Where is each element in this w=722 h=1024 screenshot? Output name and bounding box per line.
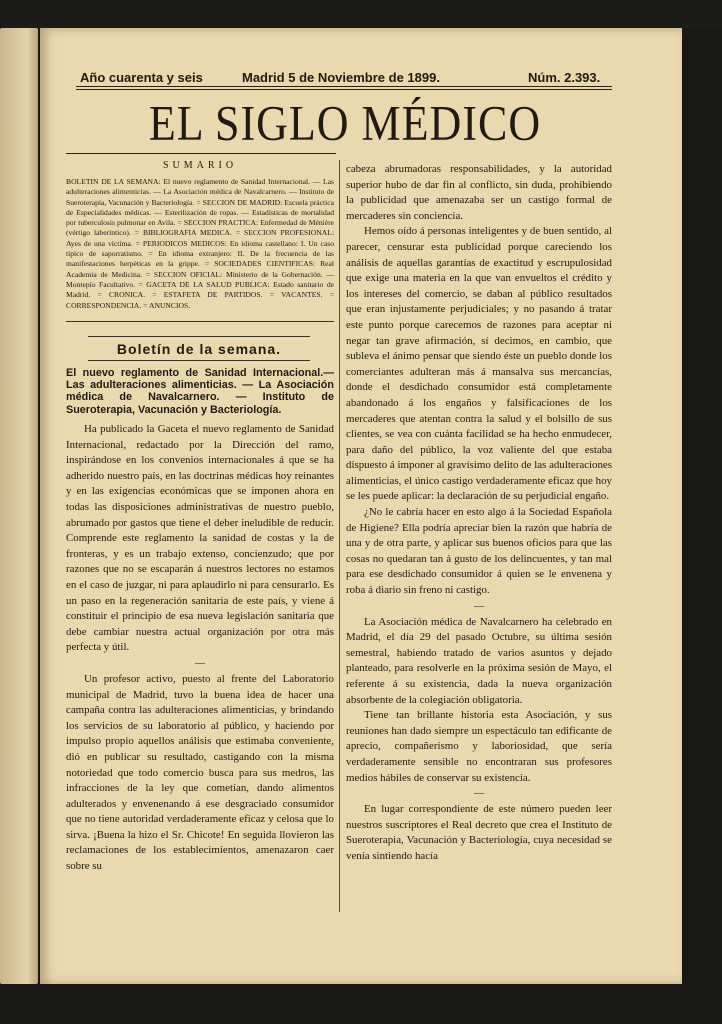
right-column (346, 162, 612, 865)
sumario-text: BOLETIN DE LA SEMANA: El nuevo reglamento de Sanidad Internacional. — Las adulteraciones alimenticias. — La Asociación médica de Navalcarnero. — Instituto de Sueroterapia, Vacunación y Bacteriología. = SECCION DE MADRID: Escuela práctica de Especialidades médicas. — Esterilización de ropas. — Estadísticas de mortalidad por tuberculosis pulmonar en Avila. = SECCION PRACTICA: Enfermedad de Ménière (vértigo laberíntico). = BIBLIOGRAFIA MEDICA. = SECCION PROFESIONAL: Ayes de una víctima. = PERIODICOS MEDICOS: En idioma castellano: I. Un caso típico de saporratismo. = En idioma extranjero: II. De la frecuencia de las manifestaciones herpéticas en la grippe. = SOCIEDADES CIENTIFICAS: Real Academia de Medicina. = SECCION OFICIAL: Ministerio de la Gobernación. — Montepío Facultativo. = GACETA DE LA SALUD PUBLICA: Estado sanitario de Madrid. = CRONICA. = ESTAFETA DE PARTIDOS. = VACANTES. = CORRESPONDENCIA. = ANUNCIOS. (66, 177, 334, 310)
masthead-year: Año cuarenta y seis (80, 70, 203, 85)
right-paragraph-6: En lugar correspondiente de este número pueden leer nuestros suscriptores el Real decreto que crea el Instituto de Sueroterapia, Vacunación y Bacteriología, cuya necesidad se venía sintiendo hacía (346, 803, 612, 862)
left-column (66, 160, 334, 875)
newspaper-title: EL SIGLO MÉDICO (148, 96, 542, 151)
right-paragraph-3: ¿No le cabría hacer en esto algo á la Sociedad Española de Higiene? Ella podría apreciar bien la razón que habría de una y de otra parte, y aplicar sus buenos oficios para que las cosas no quedaran tan á gusto de los delincuentes, y tan mal para ese desdichado consumidor á quien se le envenena y roba á diario sin freno ni castigo. (346, 506, 612, 597)
boletin-heading: Boletín de la semana. (88, 336, 310, 361)
sumario-rule (66, 321, 334, 322)
column-divider (339, 160, 340, 912)
right-paragraph-4: La Asociación médica de Navalcarnero ha celebrado en Madrid, el día 29 del pasado Octubre, su última sesión semestral, habiendo tratado de varios asuntos y dejado planteado, para resolverle en la próxima sesión de Mayo, el referente á su existencia, dada la nueva organización absorbente de la colegiación obligatoria. (346, 615, 612, 706)
boletin-paragraph-1: Ha publicado la Gaceta el nuevo reglamento de Sanidad Internacional, redactado por la Dirección del ramo, inspirándose en los convenios internacionales á que se ha adherido nuestro país, en las doctrinas médicas hoy reinantes y en las exigencias económicas que se imponen ahora en todas las disposiciones administrativas de nuestro pueblo, abrumado por gastos que tiene el deber ineludible de reducir. Comprende este reglamento la sanidad de costas y la de fronteras, y es un trabajo extenso, concienzudo; que por razones que no se escaparán á nuestros lectores no estamos en el caso de juzgar, ni para aplaudirlo ni para censurarlo. Es un paso en la regeneración sanitaria de este país, y viene á constituir el principio de esa nueva legislación sanitaria que debe cambiar nuestra actual organización por otra más perfecta y útil. (66, 423, 334, 654)
boletin-paragraph-2: Un profesor activo, puesto al frente del Laboratorio municipal de Madrid, tuvo la buena idea de hacer una campaña contra las adulteraciones alimenticias, y brindando los servicios de su laboratorio al público, y haciendo por impulso propio aquellos análisis que estimaba conveniente, dió en publicar su resultado, castigando con la misma notoriedad que todo comercio busca para sus medros, las infracciones de la ley que cometían, dando alimentos adulterados y envenenando á ese desgraciado consumidor que no tiene autoridad verdaderamente eficaz y celosa que lo sirva. ¡Buena la hizo el Sr. Chicote! En seguida llovieron las reclamaciones de los establecimientos, amenazaron caer sobre su (66, 672, 334, 873)
masthead-number: Núm. 2.393. (528, 70, 601, 85)
section-dash: — (474, 600, 484, 612)
masthead-rule-bottom (76, 89, 612, 90)
title-rule-left (66, 153, 336, 154)
sumario-heading: SUMARIO (162, 160, 238, 171)
masthead-rule-top (76, 86, 612, 87)
section-dash: — (195, 657, 205, 669)
scan-background-top (0, 0, 722, 28)
masthead-date: Madrid 5 de Noviembre de 1899. (242, 70, 440, 85)
right-paragraph-1: cabeza abrumadoras responsabilidades, y la autoridad superior hubo de dar fin al conflicto, sin duda, prohibiendo la publicidad que amenazaba ser un castigo formal de mercaderes sin conciencia. (346, 163, 612, 222)
facing-page-edge (0, 28, 38, 984)
right-paragraph-5: Tiene tan brillante historia esta Asociación, y sus reuniones han dado siempre un espectáculo tan edificante de aprecio, compañerismo y laboriosidad, que sería verdaderamente sensible no encontraran sus profesores medios hábiles de conservar su existencia. (346, 709, 612, 784)
section-dash: — (474, 788, 484, 800)
right-paragraph-2: Hemos oído á personas inteligentes y de buen sentido, al parecer, censurar esta publicidad porque careciendo los análisis de aquellas garantías de exactitud y escrupulosidad que exige una materia en la que van envueltos el crédito y los intereses del comercio, se daban al público resultados que eran injustamente perjudiciales; y no pasando á tratar este punto porque carecemos de razones para aceptar ni negar tan grave afirmación, sí decimos, en cambio, que subleva el ánimo pensar que siendo éste un pueblo donde los comerciantes adulteran más á mansalva sus mercancías, donde el desdichado consumidor está completamente abandonado á los engaños y falsificaciones de los mercaderes que atentan contra la salud y el bolsillo de sus clientes, se vea con cuánta facilidad se ha hecho enmudecer, para daño del público, la voz valiente del que estaba dispuesto á imponer al gravísimo delito de las adulteraciones alimenticias, el único castigo verdaderamente eficaz que hoy se les puede aplicar: la declaración de su perjudicial engaño. (346, 225, 612, 503)
boletin-subheading: El nuevo reglamento de Sanidad Internacional.— Las adulteraciones alimenticias. — La Asociación médica de Navalcarnero. — Instituto de Sueroterapia, Vacunación y Bacteriología. (66, 366, 334, 416)
